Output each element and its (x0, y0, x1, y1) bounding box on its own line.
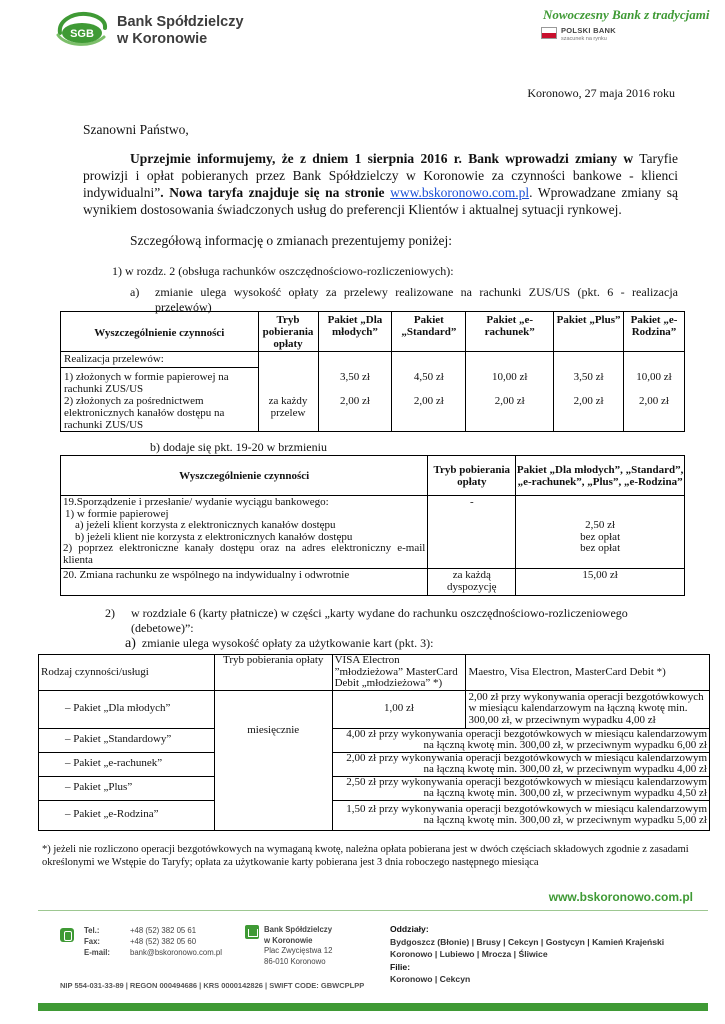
t1-row2-v5: 2,00 zł (624, 395, 685, 432)
footer-contacts (84, 925, 222, 958)
t1-header-mode: Tryb pobierania opłaty (258, 312, 318, 352)
table-row (61, 395, 685, 432)
t1-row1-v3: 10,00 zł (466, 368, 554, 396)
t1-row1-label: 1) złożonych w formie papierowej na rachunki ZUS/US (61, 368, 259, 396)
intro-bold1: Uprzejmie informujemy, że z dniem 1 sierpnia 2016 r. Bank wprowadzi zmiany w (130, 151, 634, 166)
t2-row19-line3: a) jeżeli klient korzysta z elektronicznych kanałów dostępu (75, 519, 336, 531)
t3-row1-v2: 2,00 zł przy wykonywania operacji bezgotówkowych w miesiącu kalendarzowym na łączną kwotę min. 300,00 zł, w przeciwnym wypadku 4,00 zł (466, 690, 710, 728)
t2-header-mode: Tryb pobierania opłaty (428, 456, 516, 496)
t1-row1-mode (258, 368, 318, 396)
intro-details: Szczegółową informację o zmianach prezentujemy poniżej: (130, 233, 452, 248)
section2-num: 2) (105, 606, 115, 620)
table-row (39, 728, 710, 752)
sgb-logo (54, 11, 110, 49)
partner-name: POLSKI BANK (561, 26, 616, 35)
t2-header-packages: Pakiet „Dla młodych”, „Standard”, „e-rachunek”, „Plus”, „e-Rodzina” (516, 456, 685, 496)
t1-row2-v1: 2,00 zł (318, 395, 392, 432)
t3-header-mode: Tryb pobierania opłaty (214, 655, 332, 691)
t3-header-service: Rodzaj czynności/usługi (39, 655, 215, 691)
section2-a (125, 636, 433, 652)
filie-label: Filie: (390, 961, 411, 972)
t3-row1-v1: 1,00 zł (332, 690, 466, 728)
table-row (39, 776, 710, 800)
t3-row2-v2: 4,00 zł przy wykonywania operacji bezgotówkowych w miesiącu kalendarzowym na łączną kwotę min. 300,00 zł, w przeciwnym wypadku 6,00 zł (332, 728, 709, 752)
tel-value: +48 (52) 382 05 61 (130, 926, 197, 935)
tagline: Nowoczesny Bank z tradycjami (543, 7, 710, 22)
bank-building-icon (245, 925, 259, 939)
filie-line: Koronowo | Cekcyn (390, 974, 471, 985)
t3-row5-label: – Pakiet „e-Rodzina” (39, 800, 215, 830)
footer-bar (38, 1003, 708, 1011)
addr-street: Plac Zwycięstwa 12 (264, 946, 333, 955)
t2-row19-line5: 2) poprzez elektroniczne kanały dostępu oraz na adres elektroniczny e-mail klienta (63, 542, 426, 566)
logo-text: SGB (70, 28, 94, 40)
t2-row19-v2: bez opłat (580, 530, 621, 543)
t1-header-standard: Pakiet „Standard” (392, 312, 466, 352)
table-row (39, 690, 710, 728)
t3-header-cards: Maestro, Visa Electron, MasterCard Debit *) (466, 655, 710, 691)
t3-row3-label: – Pakiet „e-rachunek” (39, 752, 215, 776)
section2-a-letter: a) (125, 636, 136, 651)
footer-divider (38, 910, 708, 911)
t1-row1-v1: 3,50 zł (318, 368, 392, 396)
bank-name (117, 14, 244, 48)
t3-row4-v2: 2,50 zł przy wykonywania operacji bezgotówkowych w miesiącu kalendarzowym na łączną kwotę min. 300,00 zł, w przeciwnym wypadku 4,50 zł (332, 776, 709, 800)
t2-row19-v1: 2,50 zł (585, 519, 616, 531)
statement-fees-table (60, 455, 685, 596)
t1-header-mlodych: Pakiet „Dla młodych” (318, 312, 392, 352)
t2-row19-line1: 19.Sporządzenie i przesłanie/ wydanie wyciągu bankowego: (63, 496, 329, 508)
section2-a-text: zmianie ulega wysokość opłaty za użytkowanie kart (pkt. 3): (141, 636, 434, 650)
intro-paragraph (83, 150, 678, 218)
t2-row19-line4: b) jeżeli klient nie korzysta z elektronicznych kanałów dostępu (75, 530, 353, 543)
footer-branches (390, 923, 664, 986)
t1-row1-v2: 4,50 zł (392, 368, 466, 396)
t2-row19-line2: 1) w formie papierowej (65, 507, 169, 520)
t3-row2-label: – Pakiet „Standardowy” (39, 728, 215, 752)
t1-header-erachunek: Pakiet „e-rachunek” (466, 312, 554, 352)
email-value[interactable]: bank@bskoronowo.com.pl (130, 948, 222, 957)
t1-row2-label: 2) złożonych za pośrednictwem elektronicznych kanałów dostępu na rachunki ZUS/US (61, 395, 259, 432)
t3-row5-v2: 1,50 zł przy wykonywania operacji bezgotówkowych w miesiącu kalendarzowym na łączną kwotę min. 300,00 zł, w przeciwnym wypadku 5,00 zł (332, 800, 709, 830)
intro-bold2: . Nowa taryfa znajduje się na stronie (160, 185, 391, 200)
t2-header-activity: Wyszczególnienie czynności (61, 456, 428, 496)
table-row (39, 800, 710, 830)
section1-b: b) dodaje się pkt. 19-20 w brzmieniu (150, 440, 327, 454)
branches-line2: Koronowo | Lubiewo | Mrocza | Śliwice (390, 949, 548, 960)
bank-name-line1: Bank Spółdzielczy (117, 14, 244, 30)
t3-header-youth-cards: VISA Electron ”młodzieżowa” MasterCard Debit „młodzieżowa” *) (332, 655, 466, 691)
table-row (61, 569, 685, 596)
website-link[interactable]: www.bskoronowo.com.pl (390, 185, 530, 200)
t2-row19-v3: bez opłat (580, 542, 621, 554)
polish-flag-icon (541, 27, 557, 39)
t3-mode: miesięcznie (214, 690, 332, 830)
tel-label: Tel.: (84, 926, 100, 935)
t3-row1-label: – Pakiet „Dla młodych” (39, 690, 215, 728)
section1-a-text: zmianie ulega wysokość opłaty za przelewy realizowane na rachunki ZUS/US (pkt. 6 - realizacja przelewów) (155, 285, 678, 314)
t2-row20-label: 20. Zmiana rachunku ze wspólnego na indywidualny i odwrotnie (61, 569, 428, 596)
t1-row2-v3: 2,00 zł (466, 395, 554, 432)
t2-row19-mode: - (428, 496, 516, 569)
t1-group-label: Realizacja przelewów: (61, 352, 259, 368)
footer-url[interactable]: www.bskoronowo.com.pl (548, 890, 693, 904)
intro-text1: Taryfie prowizji i opłat pobieranych przez Bank Spółdzielczy w Koronowie za czynności bankowe - klienci indywidualni” (83, 151, 678, 200)
branches-line1: Bydgoszcz (Błonie) | Brusy | Cekcyn | Gostycyn | Kamień Krajeński (390, 936, 665, 947)
t3-row3-v2: 2,00 zł przy wykonywania operacji bezgotówkowych w miesiącu kalendarzowym na łączną kwotę min. 300,00 zł, w przeciwnym wypadku 4,00 zł (332, 752, 709, 776)
bank-name-line2: w Koronowie (117, 31, 208, 47)
t1-row2-mode: za każdy przelew (258, 395, 318, 432)
footer-address (264, 925, 332, 967)
branches-label: Oddziały: (390, 924, 429, 934)
t1-header-activity: Wyszczególnienie czynności (61, 312, 259, 352)
t3-row4-label: – Pakiet „Plus” (39, 776, 215, 800)
addr-city: 86-010 Koronowo (264, 956, 326, 966)
transfer-fees-table (60, 311, 685, 432)
table-row (39, 752, 710, 776)
addr-name1: Bank Spółdzielczy (264, 925, 333, 934)
email-label: E-mail: (84, 948, 110, 957)
addr-name2: w Koronowie (264, 935, 313, 945)
fax-label: Fax: (84, 937, 101, 946)
fax-value: +48 (52) 382 05 60 (130, 937, 197, 946)
t1-header-erodzina: Pakiet „e-Rodzina” (624, 312, 685, 352)
table-row (61, 496, 685, 569)
t1-row1-v4: 3,50 zł (554, 368, 624, 396)
t1-row2-v4: 2,00 zł (554, 395, 624, 432)
section1-title: 1) w rozdz. 2 (obsługa rachunków oszczędnościowo-rozliczeniowych): (112, 264, 454, 278)
t1-row1-v5: 10,00 zł (624, 368, 685, 396)
intro-text2: . Wprowadzane zmiany są wynikiem dostosowania świadczonych usług do preferencji Klientów i aktualnej sytuacji rynkowej. (83, 185, 678, 217)
greeting: Szanowni Państwo, (83, 122, 189, 137)
partner-sub: szacunek na rynku (561, 36, 607, 42)
footnote: *) jeżeli nie rozliczono operacji bezgotówkowych na wymaganą kwotę, należna opłata pobierana jest w dwóch częściach składowych zgodnie z zasadami określonymi we Wstępie do Taryfy; opłata za użytkowanie karty pobierana jest 3 dnia roboczego następnego miesiąca (42, 844, 689, 868)
footer-ids: NIP 554-031-33-89 | REGON 000494686 | KRS 0000142826 | SWIFT CODE: GBWCPLPP (60, 981, 365, 990)
section1-a-letter: a) (130, 285, 140, 299)
t2-row20-mode: za każdą dyspozycję (428, 569, 516, 596)
t1-row2-v2: 2,00 zł (392, 395, 466, 432)
t1-header-plus: Pakiet „Plus” (554, 312, 624, 352)
phone-icon (60, 928, 74, 942)
letter-date: Koronowo, 27 maja 2016 roku (527, 86, 675, 100)
card-fees-table (38, 654, 710, 831)
t2-row20-value: 15,00 zł (516, 569, 685, 596)
section2 (105, 606, 678, 636)
section2-text: w rozdziale 6 (karty płatnicze) w części „karty wydane do rachunku oszczędnościowo-rozliczeniowego (debetowe)”: (131, 606, 628, 635)
table-row (61, 368, 685, 396)
